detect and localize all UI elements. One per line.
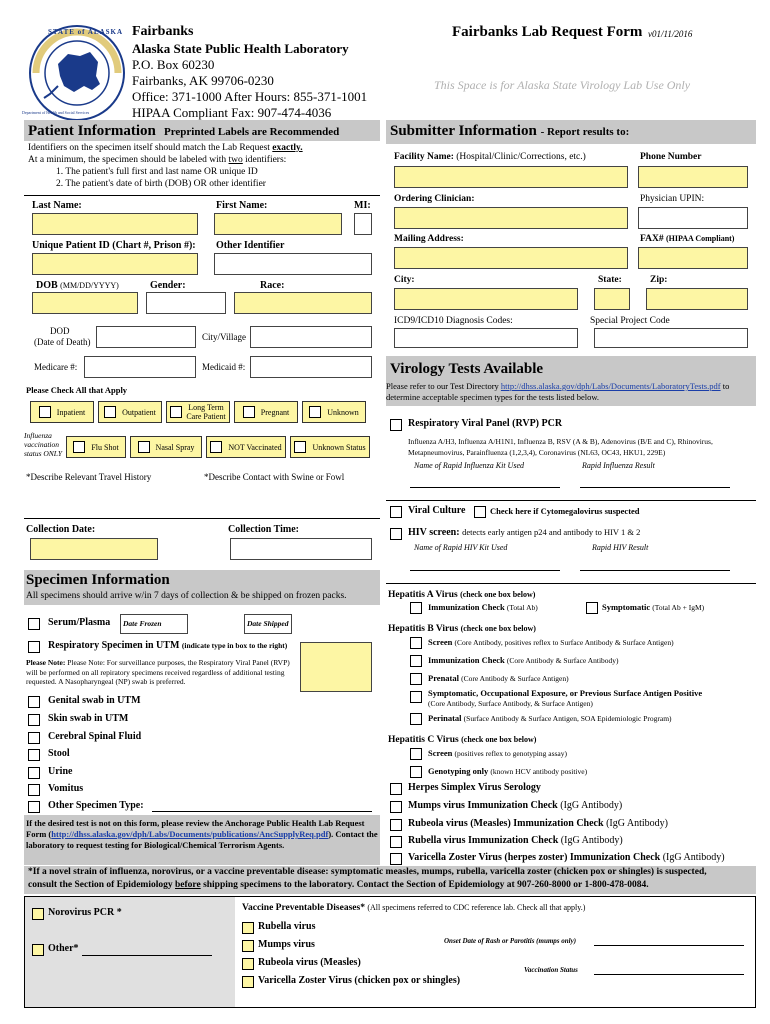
mi-input[interactable]: [354, 213, 372, 235]
address-label: Mailing Address:: [394, 234, 464, 244]
city-village-input[interactable]: [250, 326, 372, 348]
resp-please-note: Please Note: Please Note: For surveillance purposes, the Respiratory Viral Panel (RVP) will be performed on all repiratory specimens received regardless of additional testing requested. A Nasopharyngeal (NP) swab is preferred.: [26, 658, 290, 686]
patient-instruction-3: 1. The patient's full first and last name OR unique ID: [56, 167, 258, 177]
vomitus-label: Vomitus: [48, 783, 84, 794]
phone-input[interactable]: [638, 166, 748, 188]
seal-department: Department of Health and Social Services: [22, 110, 90, 115]
hepc-geno-checkbox[interactable]: [410, 766, 422, 778]
hepb-imm-label: Immunization Check (Core Antibody & Surface Antibody): [428, 655, 619, 665]
lab-po-box: P.O. Box 60230: [132, 57, 215, 72]
hepb-screen-label: Screen (Core Antibody, positives reflex to Surface Antibody & Surface Antigen): [428, 637, 674, 647]
date-frozen-input[interactable]: Date Frozen: [120, 614, 188, 634]
anc-request-link[interactable]: http://dhss.alaska.gov/dph/Labs/Documents/publications/AncSupplyReq.pdf: [51, 829, 329, 839]
hepb-prenatal-checkbox[interactable]: [410, 673, 422, 685]
patient-instruction-2: At a minimum, the specimen should be labeled with two identifiers:: [28, 155, 287, 165]
vpd-rubella-label: Rubella virus: [258, 921, 316, 932]
dod-label: DOD: [50, 326, 70, 336]
csf-label: Cerebral Spinal Fluid: [48, 731, 142, 742]
hepc-label: Hepatitis C Virus (check one box below): [388, 735, 537, 745]
hepa-imm-label: Immunization Check (Total Ab): [428, 602, 538, 612]
vaccination-status-label: Vaccination Status: [524, 966, 578, 974]
form-title: Fairbanks Lab Request Form: [452, 24, 643, 40]
mumps-label: Mumps virus Immunization Check (IgG Antibody): [408, 800, 623, 811]
hepb-perinatal-checkbox[interactable]: [410, 713, 422, 725]
vpd-varicella-label: Varicella Zoster Virus (chicken pox or shingles): [258, 975, 461, 986]
stool-checkbox[interactable]: [28, 749, 40, 761]
dod-label-sub: (Date of Death): [34, 337, 91, 347]
onset-date-label: Onset Date of Rash or Parotitis (mumps only): [444, 937, 577, 945]
collection-date-input[interactable]: [30, 538, 158, 560]
hepc-geno-label: Genotyping only (known HCV antibody positive): [428, 766, 588, 776]
hepb-label: Hepatitis B Virus (check one box below): [388, 624, 536, 634]
facility-input[interactable]: [394, 166, 628, 188]
gender-input[interactable]: [146, 292, 226, 314]
lab-use-only: This Space is for Alaska State Virology Lab Use Only: [434, 78, 691, 92]
vpd-rubella-checkbox[interactable]: [242, 922, 254, 934]
fax-input[interactable]: [638, 247, 748, 269]
rubeola-label: Rubeola virus (Measles) Immunization Check (IgG Antibody): [408, 818, 669, 829]
city-input[interactable]: [394, 288, 578, 310]
form-version: v01/11/2016: [648, 29, 693, 39]
state-seal: [28, 24, 126, 122]
vaccination-status-line[interactable]: [594, 974, 744, 975]
rapid-hiv-result-label: Rapid HIV Result: [592, 543, 649, 552]
submitter-title: Submitter Information - Report results to:: [390, 123, 630, 139]
contact-swine-label: *Describe Contact with Swine or Fowl: [204, 472, 345, 482]
cmv-checkbox[interactable]: [474, 506, 486, 518]
race-input[interactable]: [234, 292, 372, 314]
medicare-label: Medicare #:: [34, 362, 78, 372]
hepb-sym-note: (Core Antibody, Surface Antibody, & Surface Antigen): [428, 699, 593, 708]
varicella-checkbox[interactable]: [390, 853, 402, 865]
epi-notice-line1: *If a novel strain of influenza, norovirus, or a vaccine preventable disease: symptomatic measles, mumps, rubella, varicella zoster (chicken pox or shingles) is suspected,: [28, 867, 707, 877]
other-specimen-line[interactable]: [152, 811, 372, 812]
hepb-prenatal-label: Prenatal (Core Antibody & Surface Antigen): [428, 673, 569, 683]
dob-input[interactable]: [32, 292, 138, 314]
hiv-checkbox[interactable]: [390, 528, 402, 540]
epi-notice-line2: consult the Section of Epidemiology before shipping specimens to the laboratory. Contact the Section of Epidemiology at 907-260-8000 or 1-800-478-0084.: [28, 880, 649, 890]
gender-label: Gender:: [150, 280, 186, 291]
virology-title: Virology Tests Available: [390, 361, 544, 377]
not-vaccinated-option[interactable]: NOT Vaccinated: [206, 436, 286, 458]
dod-input[interactable]: [96, 326, 196, 348]
specimen-subtitle: All specimens should arrive w/in 7 days of collection & be shipped on frozen packs.: [26, 591, 347, 601]
mi-label: MI:: [354, 200, 371, 211]
other-checkbox[interactable]: [32, 944, 44, 956]
specimen-title: Specimen Information: [26, 572, 170, 588]
address-input[interactable]: [394, 247, 628, 269]
virology-refer: Please refer to our Test Directory http://dhss.alaska.gov/dph/Labs/Documents/LaboratoryTests.pdf to determine acceptable specimen types for the tests listed below.: [386, 381, 730, 402]
rapid-hiv-kit-line[interactable]: [410, 570, 560, 571]
rapid-flu-result-line[interactable]: [580, 487, 730, 488]
hepa-sym-checkbox[interactable]: [586, 602, 598, 614]
vpd-rubeola-label: Rubeola virus (Measles): [258, 957, 361, 968]
clinician-input[interactable]: [394, 207, 628, 229]
patient-title: Patient Information: [28, 123, 156, 139]
serum-label: Serum/Plasma: [48, 617, 111, 628]
hepa-imm-checkbox[interactable]: [410, 602, 422, 614]
icd-label: ICD9/ICD10 Diagnosis Codes:: [394, 316, 513, 326]
rubella-checkbox[interactable]: [390, 836, 402, 848]
first-name-input[interactable]: [214, 213, 342, 235]
project-code-input[interactable]: [594, 328, 748, 348]
rubeola-checkbox[interactable]: [390, 819, 402, 831]
mumps-checkbox[interactable]: [390, 801, 402, 813]
other-id-label: Other Identifier: [216, 240, 285, 251]
clinician-label: Ordering Clinician:: [394, 194, 475, 204]
hepc-screen-checkbox[interactable]: [410, 748, 422, 760]
phone-label: Phone Number: [640, 152, 702, 162]
anc-note: If the desired test is not on this form, please review the Anchorage Public Health Lab Request Form (http://dhss.alaska.gov/dph/Labs/Documents/publications/AncSupplyReq.pdf). Contact the laboratory to request testing for Biological/Chemical Terrorism Agents.: [26, 818, 378, 850]
upin-input[interactable]: [638, 207, 748, 229]
city-village-label: City/Village: [202, 332, 246, 342]
hepb-sym-label: Symptomatic, Occupational Exposure, or Previous Surface Antigen Positive: [428, 688, 703, 698]
travel-history-label: *Describe Relevant Travel History: [26, 472, 152, 482]
vpd-label: Vaccine Preventable Diseases* (All specimens referred to CDC reference lab. Check all that apply.): [242, 903, 586, 913]
rapid-flu-kit-label: Name of Rapid Influenza Kit Used: [414, 461, 524, 470]
hepb-imm-checkbox[interactable]: [410, 655, 422, 667]
herpes-checkbox[interactable]: [390, 783, 402, 795]
skin-swab-label: Skin swab in UTM: [48, 713, 129, 724]
hepb-perinatal-label: Perinatal (Surface Antibody & Surface Antigen, SOA Epidemiologic Program): [428, 713, 672, 723]
patient-instruction-1: Identifiers on the specimen itself should match the Lab Request exactly.: [28, 143, 303, 153]
status-outpatient[interactable]: Outpatient: [98, 401, 162, 423]
first-name-label: First Name:: [216, 200, 268, 211]
hepc-screen-label: Screen (positives reflex to genotyping assay): [428, 748, 568, 758]
vpd-rubeola-checkbox[interactable]: [242, 958, 254, 970]
resp-utm-label: Respiratory Specimen in UTM (indicate type in box to the right): [48, 640, 288, 651]
viral-culture-checkbox[interactable]: [390, 506, 402, 518]
noro-checkbox[interactable]: [32, 908, 44, 920]
rvp-label: Respiratory Viral Panel (RVP) PCR: [408, 418, 563, 429]
noro-label: Norovirus PCR *: [48, 907, 122, 918]
urine-label: Urine: [48, 766, 73, 777]
genital-swab-label: Genital swab in UTM: [48, 695, 141, 706]
medicaid-label: Medicaid #:: [202, 362, 246, 372]
vpd-mumps-label: Mumps virus: [258, 939, 315, 950]
herpes-label: Herpes Simplex Virus Serology: [408, 782, 541, 793]
last-name-input[interactable]: [32, 213, 198, 235]
vpd-mumps-checkbox[interactable]: [242, 940, 254, 952]
collection-date-label: Collection Date:: [26, 524, 96, 535]
medicaid-input[interactable]: [250, 356, 372, 378]
other-line[interactable]: [82, 955, 212, 956]
rvp-checkbox[interactable]: [390, 419, 402, 431]
lab-full-name: Alaska State Public Health Laboratory: [132, 41, 349, 56]
other-label: Other*: [48, 943, 79, 954]
skin-swab-checkbox[interactable]: [28, 714, 40, 726]
unique-id-label: Unique Patient ID (Chart #, Prison #):: [32, 240, 196, 251]
facility-label: Facility Name: (Hospital/Clinic/Corrections, etc.): [394, 152, 586, 162]
collection-time-input[interactable]: [230, 538, 372, 560]
upin-label: Physician UPIN:: [640, 194, 705, 204]
lab-city-zip: Fairbanks, AK 99706-0230: [132, 73, 274, 88]
project-code-label: Special Project Code: [590, 316, 670, 326]
cmv-label: Check here if Cytomegalovirus suspected: [490, 506, 640, 516]
check-all-label: Please Check All that Apply: [26, 385, 128, 395]
lab-office-phone: Office: 371-1000 After Hours: 855-371-1001: [132, 89, 368, 104]
rapid-hiv-kit-label: Name of Rapid HIV Kit Used: [414, 543, 508, 552]
other-id-input[interactable]: [214, 253, 372, 275]
genital-swab-checkbox[interactable]: [28, 696, 40, 708]
rvp-description: Influenza A/H3, Influenza A/H1N1, Influenza B, RSV (A & B), Adenovirus (B/E and C), Rhinovirus, Metapneumovirus, Parainfluenza (1,2,3,4), Coronavirus (NL63, OC43, HKU1, 229E): [408, 437, 713, 457]
city-label: City:: [394, 275, 415, 285]
race-label: Race:: [260, 280, 285, 291]
urine-checkbox[interactable]: [28, 767, 40, 779]
rubella-label: Rubella virus Immunization Check (IgG Antibody): [408, 835, 623, 846]
seal-title: STATE of ALASKA: [48, 28, 124, 36]
resp-type-input[interactable]: [300, 642, 372, 692]
varicella-label: Varicella Zoster Virus (herpes zoster) Immunization Check (IgG Antibody): [408, 852, 725, 863]
nasal-spray-option[interactable]: Nasal Spray: [130, 436, 202, 458]
status-long-term-care[interactable]: Long Term Care Patient: [166, 401, 230, 423]
icd-input[interactable]: [394, 328, 578, 348]
flu-status-label: Influenza vaccination status ONLY: [24, 431, 62, 458]
last-name-label: Last Name:: [32, 200, 82, 211]
date-shipped-input[interactable]: Date Shipped: [244, 614, 292, 634]
zip-input[interactable]: [646, 288, 748, 310]
collection-time-label: Collection Time:: [228, 524, 300, 535]
lab-fax: HIPAA Compliant Fax: 907-474-4036: [132, 105, 332, 120]
hiv-label: HIV screen: detects early antigen p24 and antibody to HIV 1 & 2: [408, 527, 641, 538]
flu-shot-option[interactable]: Flu Shot: [66, 436, 126, 458]
lab-name: Fairbanks: [132, 24, 194, 39]
test-directory-link[interactable]: http://dhss.alaska.gov/dph/Labs/Documents/LaboratoryTests.pdf: [500, 381, 721, 391]
state-input[interactable]: [594, 288, 630, 310]
unique-id-input[interactable]: [32, 253, 198, 275]
vomitus-checkbox[interactable]: [28, 784, 40, 796]
dob-label: DOB (MM/DD/YYYY): [36, 280, 119, 291]
status-unknown[interactable]: Unknown: [302, 401, 366, 423]
hepb-screen-checkbox[interactable]: [410, 637, 422, 649]
state-label: State:: [598, 275, 622, 285]
viral-culture-label: Viral Culture: [408, 505, 466, 516]
hepa-label: Hepatitis A Virus (check one box below): [388, 590, 536, 600]
patient-instruction-4: 2. The patient's date of birth (DOB) OR other identifier: [56, 179, 266, 189]
medicare-input[interactable]: [84, 356, 196, 378]
rapid-flu-kit-line[interactable]: [410, 487, 560, 488]
zip-label: Zip:: [650, 275, 668, 285]
other-specimen-checkbox[interactable]: [28, 801, 40, 813]
unknown-status-option[interactable]: Unknown Status: [290, 436, 370, 458]
hepa-sym-label: Symptomatic (Total Ab + IgM): [602, 602, 705, 612]
resp-utm-checkbox[interactable]: [28, 641, 40, 653]
other-specimen-label: Other Specimen Type:: [48, 800, 144, 811]
patient-subtitle: Preprinted Labels are Recommended: [164, 126, 340, 138]
status-inpatient[interactable]: Inpatient: [30, 401, 94, 423]
serum-checkbox[interactable]: [28, 618, 40, 630]
rapid-hiv-result-line[interactable]: [580, 570, 730, 571]
rapid-flu-result-label: Rapid Influenza Result: [582, 461, 655, 470]
hepb-sym-checkbox[interactable]: [410, 691, 422, 703]
fax-label: FAX# (HIPAA Compliant): [640, 234, 735, 244]
stool-label: Stool: [48, 748, 70, 759]
csf-checkbox[interactable]: [28, 732, 40, 744]
onset-date-line[interactable]: [594, 945, 744, 946]
vpd-varicella-checkbox[interactable]: [242, 976, 254, 988]
status-pregnant[interactable]: Pregnant: [234, 401, 298, 423]
